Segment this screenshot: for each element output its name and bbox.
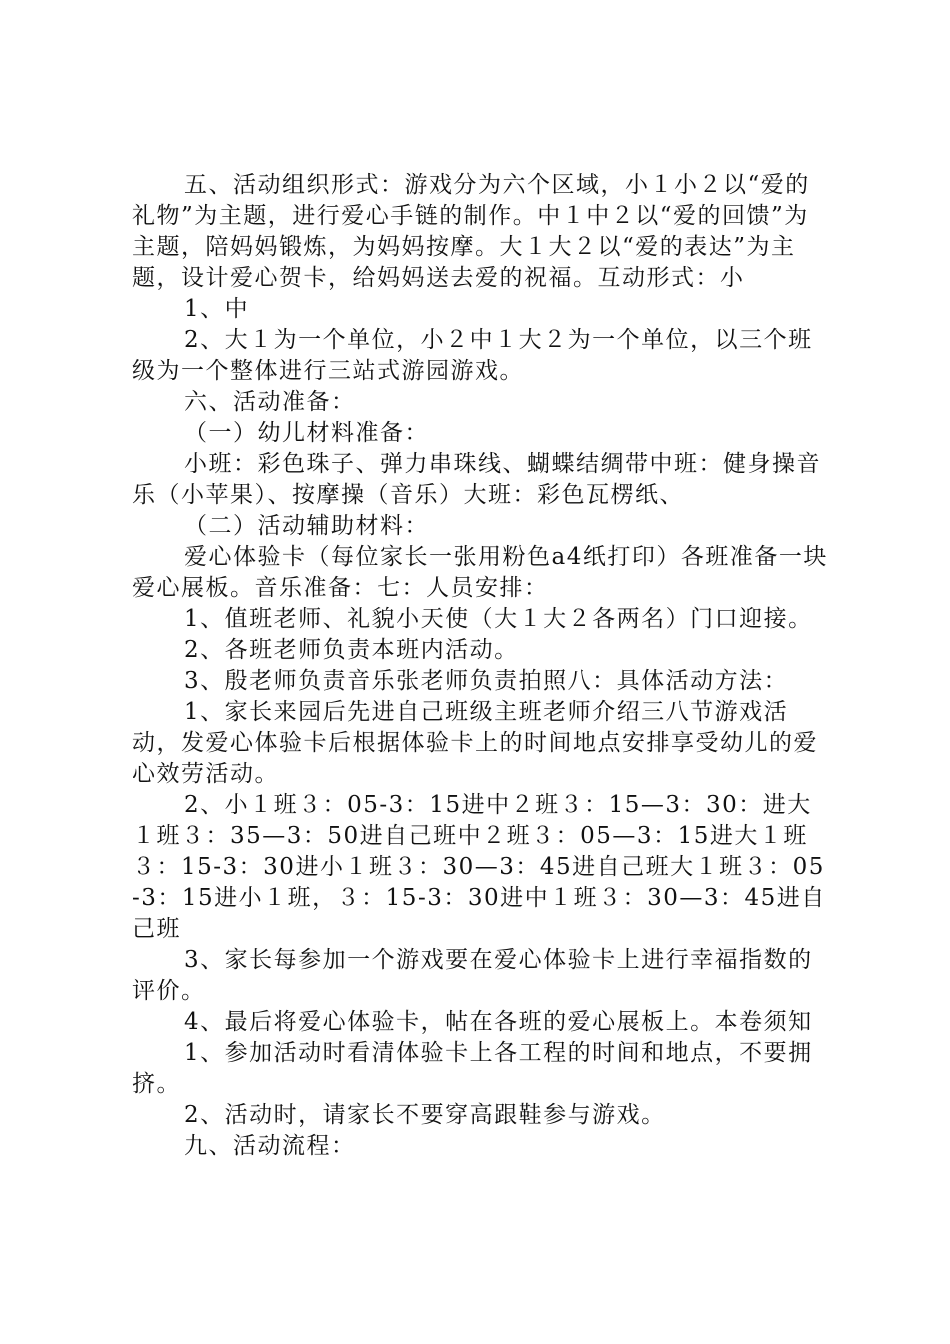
subheading-aux-materials: （二）活动辅助材料：: [184, 513, 429, 539]
paragraph-item-1: 1、中: [184, 296, 250, 322]
paragraph-staff-2: 2、各班老师负责本班内活动。: [184, 637, 519, 663]
paragraph-item-2: 2、大１为一个单位，小２中１大２为一个单位，以三个班级为一个整体进行三站式游园游戏。: [132, 327, 813, 384]
heading-activity-flow: 九、活动流程：: [184, 1133, 356, 1159]
subheading-child-materials: （一）幼儿材料准备：: [184, 420, 429, 446]
paragraph-experience-card: 爱心体验卡（每位家长一张用粉色a4纸打印）各班准备一块爱心展板。音乐准备：七：人员安排：: [132, 544, 828, 601]
paragraph-notice-2: 2、活动时，请家长不要穿高跟鞋参与游戏。: [184, 1102, 666, 1128]
paragraph-method-2-schedule: 2、小１班３：05-3：15进中２班３：15—3：30：进大１班３：35—3：50进自己班中２班３：05—3：15进大１班３：15-3：30进小１班３：30—3：45进自己班大１班３：05-3：15进小１班，３：15-3：30进中１班３：30—3：45进自己班: [132, 792, 826, 942]
paragraph-method-1: 1、家长来园后先进自己班级主班老师介绍三八节游戏活动，发爱心体验卡后根据体验卡上的时间地点安排享受幼儿的爱心效劳活动。: [132, 699, 818, 787]
paragraph-class-materials: 小班：彩色珠子、弹力串珠线、蝴蝶结绸带中班：健身操音乐（小苹果）、按摩操（音乐）大班：彩色瓦楞纸、: [132, 451, 821, 508]
paragraph-method-3: 3、家长每参加一个游戏要在爱心体验卡上进行幸福指数的评价。: [132, 947, 813, 1004]
paragraph-staff-3: 3、殷老师负责音乐张老师负责拍照八：具体活动方法：: [184, 668, 789, 694]
paragraph-notice-1: 1、参加活动时看清体验卡上各工程的时间和地点，不要拥挤。: [132, 1040, 813, 1097]
paragraph-activity-format: 五、活动组织形式：游戏分为六个区域，小１小２以“爱的礼物”为主题，进行爱心手链的制作。中１中２以“爱的回馈”为主题，陪妈妈锻炼，为妈妈按摩。大１大２以“爱的表达”为主题，设计爱心贺卡，给妈妈送去爱的祝福。互动形式：小: [132, 172, 810, 291]
heading-preparation: 六、活动准备：: [184, 389, 356, 415]
document-body: [132, 170, 832, 1162]
paragraph-method-4: 4、最后将爱心体验卡，帖在各班的爱心展板上。本卷须知: [184, 1009, 813, 1035]
paragraph-staff-1: 1、值班老师、礼貌小天使（大１大２各两名）门口迎接。: [184, 606, 813, 632]
